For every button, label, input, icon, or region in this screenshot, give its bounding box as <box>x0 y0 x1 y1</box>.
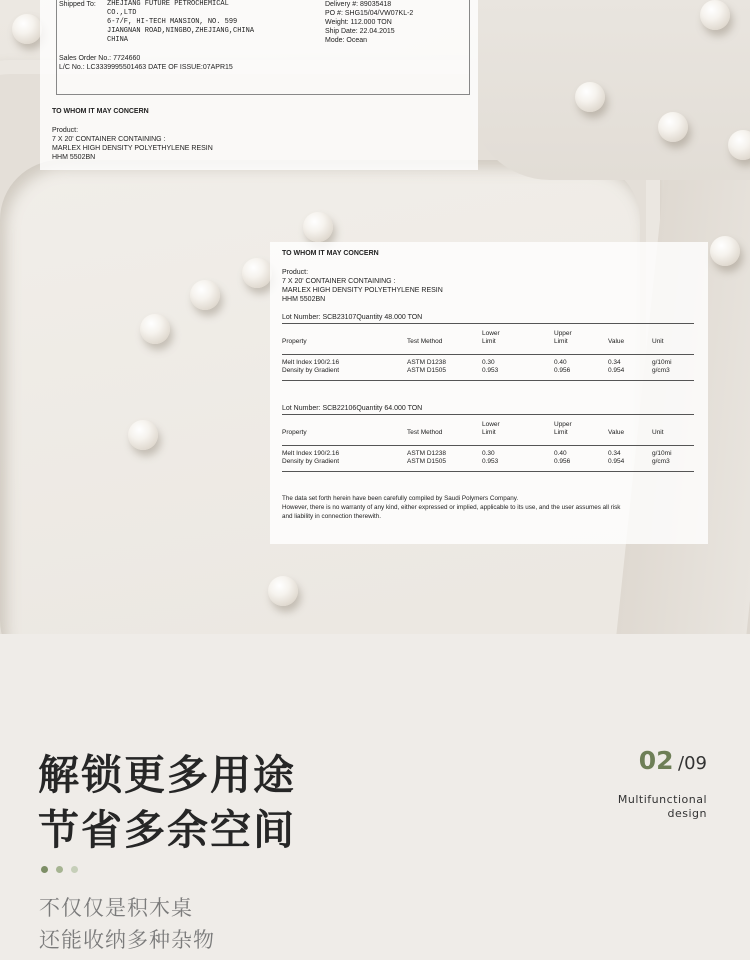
tagline-line-2: design <box>667 807 707 820</box>
cell: Melt Index 190/2.16 <box>282 359 340 366</box>
shipping-mode: Mode: Ocean <box>325 37 368 44</box>
tagline-line-1: Multifunctional <box>617 793 707 806</box>
table-header <box>282 330 694 346</box>
headline-line-2: 节省多余空间 <box>38 806 296 854</box>
doc2-heading: TO WHOM IT MAY CONCERN <box>282 250 379 257</box>
lot-number-2: Lot Number: SCB22106Quantity 64.000 TON <box>282 405 423 412</box>
col-header: Property <box>282 338 307 345</box>
dot <box>56 866 63 873</box>
col-header: Upper Limit <box>554 421 572 436</box>
col-header: Test Method <box>407 429 443 436</box>
weight: Weight: 112.000 TON <box>325 19 392 26</box>
page-indicator <box>639 746 707 775</box>
spec-table-1-body <box>282 359 694 375</box>
subtitle-line-2: 还能收纳多种杂物 <box>39 928 215 952</box>
certificate-document-main <box>270 242 708 544</box>
cell: 0.40 <box>554 359 567 366</box>
disclaimer-line: The data set forth herein have been carefully compiled by Saudi Polymers Company. <box>282 495 519 502</box>
spec-table-2-body <box>282 450 694 466</box>
lego-stud <box>242 258 272 288</box>
divider <box>282 445 694 446</box>
lego-stud <box>140 314 170 344</box>
shipped-to-label: Shipped To: <box>59 1 96 8</box>
cell: Melt Index 190/2.16 <box>282 450 340 457</box>
spec-table-2 <box>282 421 694 437</box>
col-header: Value <box>608 429 625 436</box>
doc1-heading: TO WHOM IT MAY CONCERN <box>52 108 149 115</box>
certificate-document-top <box>40 0 478 170</box>
col-header: Unit <box>652 429 664 436</box>
disclaimer <box>282 494 620 521</box>
cell: 0.40 <box>554 450 567 457</box>
lego-stud <box>575 82 605 112</box>
address-line: ZHEJIANG FUTURE PETROCHEMICAL <box>107 0 229 8</box>
doc2-product <box>282 268 443 304</box>
col-header: Lower Limit <box>482 330 500 345</box>
col-header: Unit <box>652 338 664 345</box>
cell: ASTM D1238 <box>407 359 447 366</box>
cell: 0.956 <box>554 458 571 465</box>
lot-number-1: Lot Number: SCB23107Quantity 48.000 TON <box>282 314 423 321</box>
col-header: Property <box>282 429 307 436</box>
cell: 0.954 <box>608 367 625 374</box>
cell: 0.34 <box>608 450 621 457</box>
disclaimer-line: and liability in connection therewith. <box>282 513 382 520</box>
spec-table-1 <box>282 330 694 346</box>
cell: 0.30 <box>482 359 495 366</box>
lego-stud <box>710 236 740 266</box>
address-line: CHINA <box>107 36 129 44</box>
product-line: 7 X 20' CONTAINER CONTAINING : <box>282 278 396 285</box>
delivery-number: Delivery #: 89035418 <box>325 1 392 8</box>
table-row <box>282 450 694 458</box>
product-label: Product: <box>282 269 309 276</box>
address-line: JIANGNAN ROAD,NINGBO,ZHEJIANG,CHINA <box>107 27 255 35</box>
disclaimer-line: However, there is no warranty of any kind, either expressed or implied, applicable to its use, and the user assumes all risk <box>282 504 621 511</box>
col-header: Upper Limit <box>554 330 572 345</box>
table-row <box>282 458 694 466</box>
product-line: MARLEX HIGH DENSITY POLYETHYLENE RESIN <box>282 287 443 294</box>
cell: g/cm3 <box>652 367 670 374</box>
cell: g/cm3 <box>652 458 670 465</box>
cell: 0.956 <box>554 367 571 374</box>
divider <box>282 354 694 355</box>
cell: ASTM D1238 <box>407 450 447 457</box>
cell: Density by Gradient <box>282 367 340 374</box>
cell: Density by Gradient <box>282 458 340 465</box>
address-line: CO.,LTD <box>107 9 137 17</box>
cell: 0.954 <box>608 458 625 465</box>
cell: g/10mi <box>652 359 672 366</box>
sales-order: Sales Order No.: 7724660 <box>59 55 141 62</box>
lego-stud <box>128 420 158 450</box>
delivery-details <box>325 0 413 45</box>
page-total: /09 <box>678 753 707 774</box>
product-label: Product: <box>52 127 79 134</box>
divider <box>282 380 694 381</box>
product-line: 7 X 20' CONTAINER CONTAINING : <box>52 136 166 143</box>
lego-stud <box>12 14 42 44</box>
product-line: HHM 5502BN <box>282 296 326 303</box>
cell: ASTM D1505 <box>407 458 447 465</box>
cell: 0.34 <box>608 359 621 366</box>
table-header <box>282 421 694 437</box>
cell: 0.953 <box>482 458 499 465</box>
lego-stud <box>658 112 688 142</box>
headline-line-1: 解锁更多用途 <box>38 751 296 799</box>
divider <box>282 323 694 324</box>
col-header: Value <box>608 338 625 345</box>
lego-stud <box>268 576 298 606</box>
shipped-to-address <box>107 0 254 45</box>
col-header: Test Method <box>407 338 443 345</box>
ship-date: Ship Date: 22.04.2015 <box>325 28 395 35</box>
dot <box>41 866 48 873</box>
cell: g/10mi <box>652 450 672 457</box>
divider <box>282 471 694 472</box>
page-current: 02 <box>638 746 674 775</box>
lego-stud <box>303 212 333 242</box>
cell: ASTM D1505 <box>407 367 447 374</box>
table-row <box>282 367 694 375</box>
po-number: PO #: SHG15/04/VW07KL-2 <box>325 10 414 17</box>
lc-number: L/C No.: LC3339995501463 DATE OF ISSUE:07APR15 <box>59 64 233 71</box>
subtitle-line-1: 不仅仅是积木桌 <box>39 896 193 920</box>
shipping-info-box <box>56 0 470 95</box>
product-line: MARLEX HIGH DENSITY POLYETHYLENE RESIN <box>52 145 213 152</box>
cell: 0.30 <box>482 450 495 457</box>
col-header: Lower Limit <box>482 421 500 436</box>
table-row <box>282 359 694 367</box>
dot <box>71 866 78 873</box>
cell: 0.953 <box>482 367 499 374</box>
lego-stud <box>190 280 220 310</box>
product-line: HHM 5502BN <box>52 154 96 161</box>
lego-stud <box>700 0 730 30</box>
doc1-product <box>52 126 213 162</box>
lego-stud <box>728 130 750 160</box>
divider <box>282 414 694 415</box>
address-line: 6-7/F, HI-TECH MANSION, NO. 599 <box>107 18 238 26</box>
